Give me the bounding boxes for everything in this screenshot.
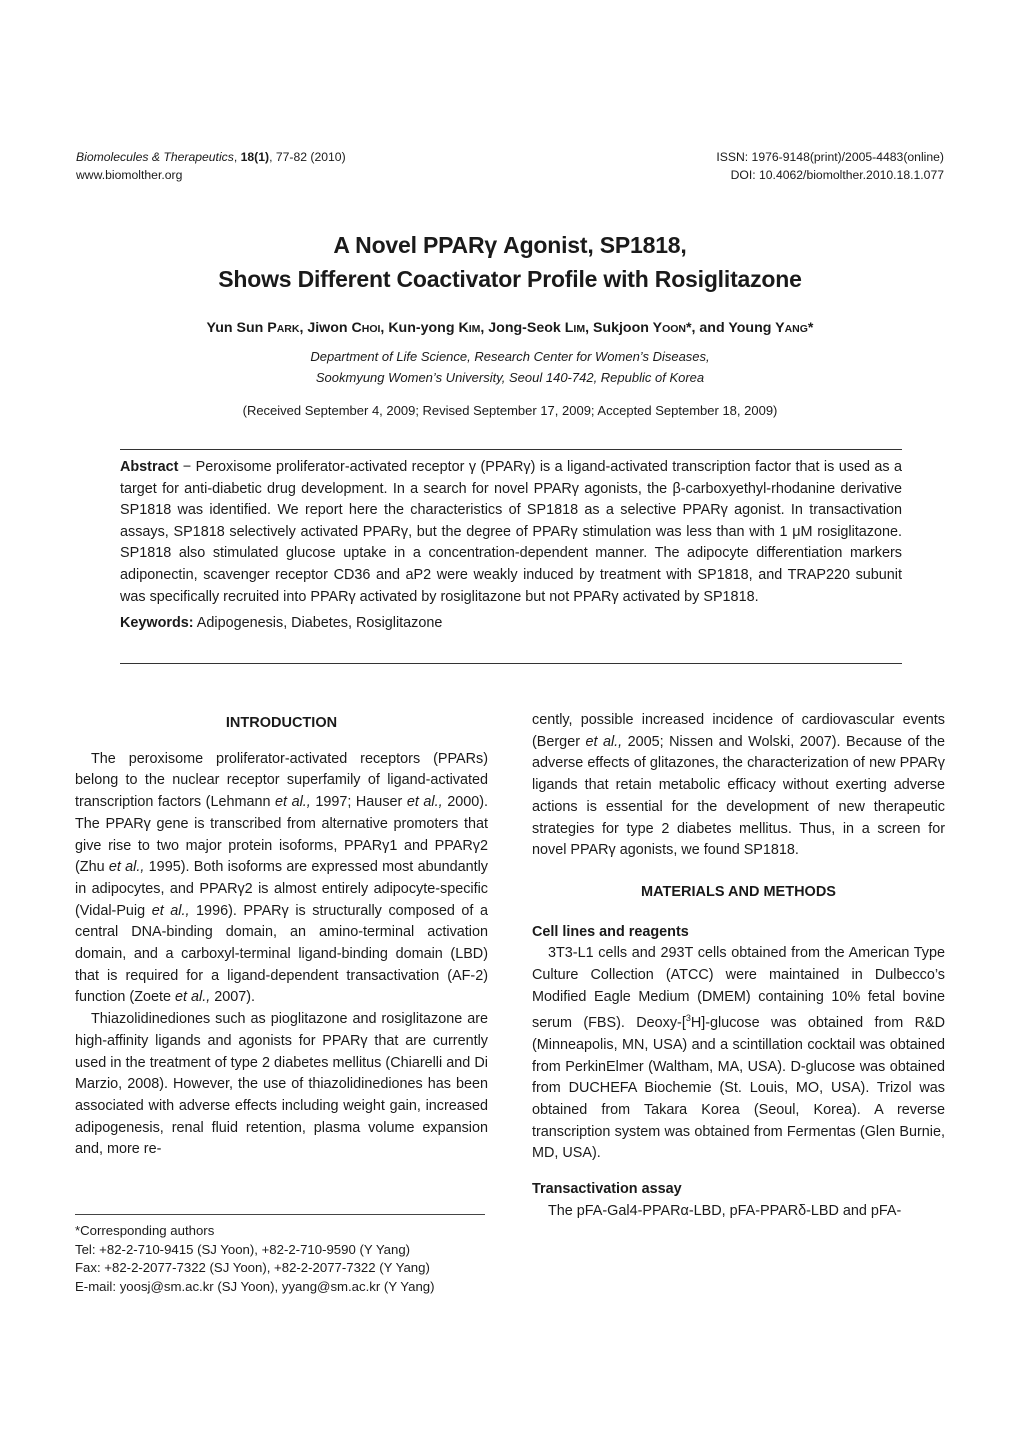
affiliation-line-2: Sookmyung Women’s University, Seoul 140-742, Republic of Korea (315, 370, 705, 385)
transactivation-subheading: Transactivation assay (532, 1181, 682, 1198)
journal-volume-issue: 18(1) (240, 150, 270, 164)
journal-citation: Biomolecules & Therapeutics, 18(1), 77-82 (2010) (76, 150, 346, 164)
author: Jong-Seok LIM, (488, 320, 593, 336)
footnote-email[interactable]: E-mail: yoosj@sm.ac.kr (SJ Yoon), yyang@sm.ac.kr (Y Yang) (75, 1278, 435, 1294)
intro-paragraph-2: Thiazolidinediones such as pioglitazone and rosiglitazone are high-affinity ligands and agonists for PPARγ that are currently used in the treatment of type 2 diabetes mellitus (Chiarelli and Di Marzio, 2008). However, the use of thiazolidinediones has been associated with adverse effects including weight gain, increased adipogenesis, renal fluid retention, plasma volume expansion and, more re- (75, 1011, 488, 1158)
journal-name: Biomolecules & Therapeutics (76, 150, 234, 164)
paper-title (0, 228, 1020, 296)
abstract-bottom-rule (120, 663, 902, 664)
introduction-heading: INTRODUCTION (225, 715, 338, 731)
affiliation (0, 346, 1020, 388)
author: Yun Sun PARK, (206, 320, 308, 336)
footnote-tel: Tel: +82-2-710-9415 (SJ Yoon), +82-2-710-9590 (Y Yang) (75, 1241, 411, 1257)
title-line-1: A Novel PPARγ Agonist, SP1818, (333, 232, 687, 258)
title-line-2: Shows Different Coactivator Profile with Rosiglitazone (218, 266, 802, 292)
journal-website[interactable]: www.biomolther.org (76, 168, 183, 182)
left-column (75, 710, 488, 1161)
journal-ids (716, 148, 944, 184)
corresponding-footnote (75, 1222, 505, 1296)
keywords (120, 613, 902, 635)
affiliation-line-1: Department of Life Science, Research Center for Women’s Diseases, (310, 349, 710, 364)
intro-paragraph-1: The peroxisome proliferator-activated receptors (PPARs) belong to the nuclear receptor superfamily of ligand-activated transcription factors (Lehmann et al., 1997; Hauser et al., 2000). The PPARγ gene is transcribed from alternative promoters that give rise to two major protein isoforms, PPARγ1 and PPARγ2 (Zhu et al., 1995). Both isoforms are expressed most abundantly in adipocytes, and PPARγ2 is almost entirely adipocyte-specific (Vidal-Puig et al., 1996). PPARγ is structurally composed of a central DNA-binding domain, an amino-terminal activation domain, and a carboxyl-terminal ligand-binding domain (LBD) that is required for a ligand-dependent transactivation (AF-2) function (Zoete et al., 2007). (75, 750, 489, 1006)
author: Young YANG* (728, 320, 814, 336)
intro-paragraph-2-continued: cently, possible increased incidence of cardiovascular events (Berger et al., 2005; Nissen and Wolski, 2007). Because of the adverse effects of glitazones, the characterization of new PPARγ ligands that retain metabolic efficacy without exerting adverse actions is essential for the development of new therapeutic strategies for type 2 diabetes mellitus. Thus, in a screen for novel PPARγ agonists, we found SP1818. (532, 712, 946, 859)
footnote-title: *Corresponding authors (75, 1223, 215, 1238)
abstract-top-rule (120, 449, 902, 450)
author-list (0, 318, 1020, 339)
footnote-rule (75, 1214, 485, 1215)
author: Jiwon CHOI, (307, 320, 389, 336)
keywords-label: Keywords: (120, 615, 194, 632)
doi[interactable]: DOI: 10.4062/biomolther.2010.18.1.077 (730, 168, 944, 182)
abstract-body: Peroxisome proliferator-activated receptor γ (PPARγ) is a ligand-activated transcription factor that is used as a target for anti-diabetic drug development. In a search for novel PPARγ agonists, the β-carboxyethyl-rhodanine derivative SP1818 was identified. We report here the characteristics of SP1818 as a selective PPARγ agonist. In transactivation assays, SP1818 selectively activated PPARγ, but the degree of PPARγ stimulation was less than with 1 μM rosiglitazone. SP1818 also stimulated glucose uptake in a concentration-dependent manner. The adipocyte differentiation markers adiponectin, scavenger receptor CD36 and aP2 were weakly induced by treatment with SP1818, and TRAP220 subunit was specifically recruited into PPARγ activated by rosiglitazone but not PPARγ activated by SP1818. (120, 459, 903, 605)
methods-paragraph-2: The pFA-Gal4-PPARα-LBD, pFA-PPARδ-LBD and pFA- (548, 1202, 902, 1219)
right-column (532, 710, 945, 1223)
author: Kun-yong KIM, (388, 320, 489, 336)
abstract-dash: − (178, 459, 196, 475)
abstract-block (120, 457, 902, 635)
methods-heading: MATERIALS AND METHODS (641, 883, 836, 900)
footnote-fax: Fax: +82-2-2077-7322 (SJ Yoon), +82-2-2077-7322 (Y Yang) (75, 1260, 430, 1276)
author: Sukjoon YOON*, and (592, 320, 729, 336)
abstract-label: Abstract (120, 459, 179, 475)
abstract-text (120, 457, 902, 608)
journal-pages-year: , 77-82 (2010) (269, 150, 346, 164)
cell-lines-subheading: Cell lines and reagents (532, 923, 689, 940)
issn: ISSN: 1976-9148(print)/2005-4483(online) (716, 150, 944, 164)
keywords-list: Adipogenesis, Diabetes, Rosiglitazone (193, 615, 443, 632)
methods-paragraph-1: 3T3-L1 cells and 293T cells obtained from the American Type Culture Collection (ATCC) were maintained in Dulbecco’s Modified Eagle Medium (DMEM) containing 10% fetal bovine serum (FBS). Deoxy-[$^3$H]-glucose was obtained from R&D (Minneapolis, MN, USA) and a scintillation cocktail was obtained from PerkinElmer (Waltham, MA, USA). D-glucose was obtained from DUCHEFA Biochemie (St. Louis, MO, USA). Trizol was obtained from Takara Korea (Seoul, Korea). A reverse transcription system was obtained from Fermentas (Glen Burnie, MD, USA). (532, 945, 945, 1162)
received-dates: (Received September 4, 2009; Revised September 17, 2009; Accepted September 18, 2009) (242, 403, 778, 418)
journal-header (76, 148, 346, 184)
